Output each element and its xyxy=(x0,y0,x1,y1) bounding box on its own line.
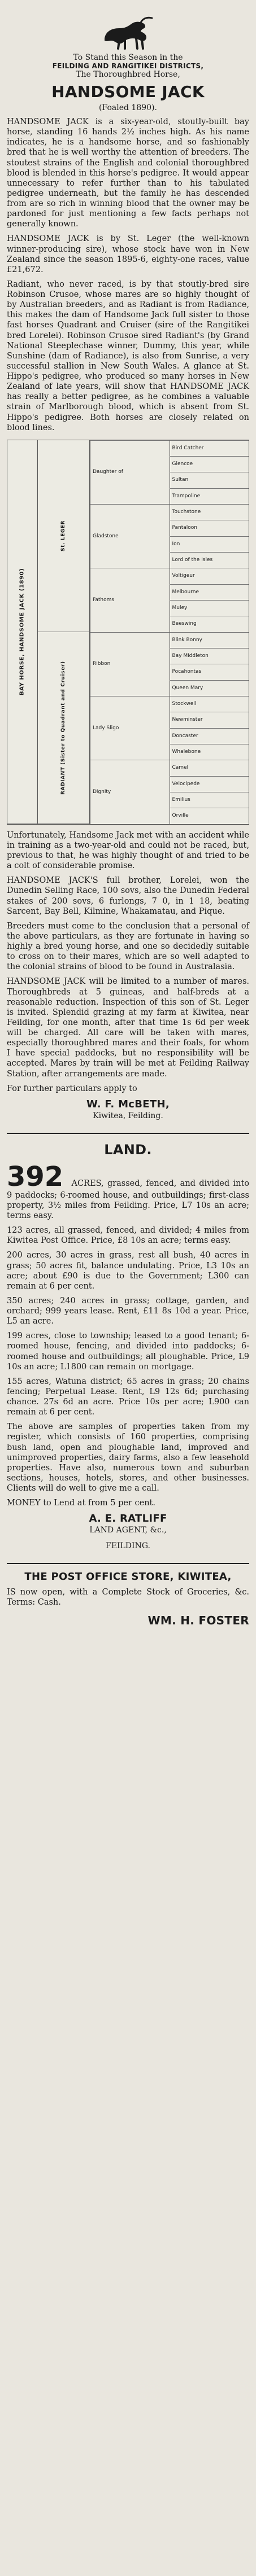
stallion-after-4: HANDSOME JACK will be limited to a number of mares. Thoroughbreds at 5 guineas, and half-breds at a reasonable reduction. Inspection of this son of St. Leger is invited. Splendid grazing at my farm at Kiwitea, near Feilding, for one month, after that time 1s 6d per week will be charged. All care will be taken with mares, especially thoroughbred mares and their foals, for whom I have special paddocks, but no responsibility will be accepted. Mares by train will be met at Feilding Railway Station, after arrangements are made. xyxy=(7,977,249,1079)
pedigree-col3-4: Ribbon xyxy=(90,632,170,696)
pedigree-col4-11: Muley xyxy=(170,600,249,616)
stallion-after-1: Unfortunately, Handsome Jack met with an accident while in training as a two-year-old and could not be raced, but, previous to that, he was highly thought of and tried to be a colt of considerable promise. xyxy=(7,830,249,871)
pedigree-col4-24: Orville xyxy=(170,808,249,823)
stallion-intro-2: FEILDING AND RANGITIKEI DISTRICTS, xyxy=(52,62,204,70)
stallion-intro-3: The Thoroughbred Horse, xyxy=(76,70,180,79)
pedigree-col4-9: Voltigeur xyxy=(170,568,249,584)
pedigree-col4-20: Whalebone xyxy=(170,744,249,760)
pedigree-col4-6: Pantaloon xyxy=(170,520,249,536)
land-advertisement xyxy=(7,1142,249,1551)
pedigree-col4-13: Blink Bonny xyxy=(170,632,249,648)
pedigree-col4-5: Touchstone xyxy=(170,504,249,520)
store-body: IS now open, with a Complete Stock of Groceries, &c. Terms: Cash. xyxy=(7,1588,249,1607)
pedigree-col4-17: Stockwell xyxy=(170,696,249,712)
stallion-after-5: For further particulars apply to xyxy=(7,1084,137,1093)
stallion-signature-place: Kiwitea, Feilding. xyxy=(93,1111,163,1120)
pedigree-col3-3: Fathoms xyxy=(90,568,170,632)
stallion-after-3: Breeders must come to the conclusion that a personal of the above particulars, as they are fortunate in having so highly a bred young horse, and one so decidedly suitable to cross on to their mares, which are so well adapted to the colonial strains of blood to be found in Australasia. xyxy=(7,921,249,972)
pedigree-col4-23: Emilius xyxy=(170,792,249,808)
pedigree-col4-1: Bird Catcher xyxy=(170,440,249,456)
stallion-advertisement xyxy=(7,11,249,1120)
pedigree-col3-6: Dignity xyxy=(90,760,170,823)
land-money-line: MONEY to Lend at from 5 per cent. xyxy=(7,1499,155,1508)
land-signature: A. E. RATLIFF xyxy=(89,1513,167,1525)
pedigree-col4-16: Queen Mary xyxy=(170,680,249,696)
pedigree-col4-8: Lord of the Isles xyxy=(170,552,249,568)
land-big-number: 392 xyxy=(7,1160,64,1193)
land-paragraph-3: 200 acres, 30 acres in grass, rest all bush, 40 acres in grass; 50 acres fit, balance undulating. Price, L3 10s an acre; about £90 is due to the Government; L300 can remain at 6 per cent. xyxy=(7,1251,249,1291)
pedigree-col4-19: Doncaster xyxy=(170,728,249,744)
pedigree-col4-7: Ion xyxy=(170,536,249,552)
pedigree-mid-label-2: RADIANT (Sister to Quadrant and Cruiser) xyxy=(38,632,90,824)
pedigree-col4-14: Bay Middleton xyxy=(170,648,249,664)
land-paragraph-1 xyxy=(7,1160,249,1221)
store-owner: WM. H. FOSTER xyxy=(147,1613,249,1627)
stallion-paragraph-2: HANDSOME JACK is by St. Leger (the well-known winner-producing sire), whose stock have won in New Zealand since the season 1895-6, eighty-one races, value £21,672. xyxy=(7,234,249,274)
stallion-paragraph-1: HANDSOME JACK is a six-year-old, stoutly-built bay horse, standing 16 hands 2½ inches high. As his name indicates, he is a handsome horse, and so fashionably bred that he is well worthy the attention of breeders. The stoutest strains of the English and colonial thoroughbred blood is blended in this horse's pedigree. It would appear unnecessary to refer further than to his tabulated pedigree underneath, but the family he has descended from are so rich in winning blood that the owner may be pardoned for just mentioning a few facts perhaps not generally known. xyxy=(7,117,249,229)
pedigree-grid xyxy=(7,440,249,824)
pedigree-col3-5: Lady Sligo xyxy=(90,696,170,760)
pedigree-col4-22: Velocipede xyxy=(170,776,249,792)
land-paragraph-4: 350 acres; 240 acres in grass; cottage, garden, and orchard; 999 years lease. Rent, £11 8s 10d a year. Price, L5 an acre. xyxy=(7,1296,249,1326)
pedigree-mid-label-1: St. LEGER xyxy=(38,440,90,632)
pedigree-left-label: BAY HORSE, HANDSOME JACK (1890) xyxy=(7,440,38,824)
pedigree-col3-2: Gladstone xyxy=(90,504,170,568)
pedigree-col4-2: Glencoe xyxy=(170,456,249,472)
store-advertisement xyxy=(7,1563,249,1627)
land-signature-place: FEILDING. xyxy=(106,1541,150,1551)
pedigree-col4-15: Pocahontas xyxy=(170,664,249,680)
pedigree-col4-12: Beeswing xyxy=(170,616,249,632)
pedigree-col3-1: Daughter of xyxy=(90,440,170,504)
land-paragraph-6: 155 acres, Watuna district; 65 acres in grass; 20 chains fencing; Perpetual Lease. Rent, L9 12s 6d; purchasing chance. 27s 6d an acre. Price 10s per acre; L900 can remain at 6 per cent. xyxy=(7,1377,249,1417)
pedigree-table xyxy=(7,440,249,825)
stallion-title: HANDSOME JACK xyxy=(51,82,205,101)
stallion-after-2: HANDSOME JACK'S full brother, Lorelei, won the Dunedin Selling Race, 100 sovs, also the Dunedin Federal stakes of 200 sovs, 6 furlongs, 7 0, in 1 18, beating Sarcent, Bay Bell, Kilmine, Whakamatau, and Pique. xyxy=(7,876,249,916)
pedigree-col4-21: Camel xyxy=(170,760,249,776)
stallion-intro-1: To Stand this Season in the xyxy=(73,53,183,62)
stallion-signature: W. F. McBETH, xyxy=(86,1098,170,1110)
stallion-foaled: (Foaled 1890). xyxy=(99,103,157,112)
pedigree-col4-10: Melbourne xyxy=(170,584,249,600)
pedigree-col4-18: Newminster xyxy=(170,712,249,728)
land-signature-role: LAND AGENT, &c., xyxy=(89,1526,167,1535)
store-title: THE POST OFFICE STORE, KIWITEA, xyxy=(24,1571,232,1583)
section-divider xyxy=(7,1133,249,1134)
land-paragraph-1-text: ACRES, grassed, fenced, and divided into 9 paddocks; 6-roomed house, and outbuildings; first-class property, 3½ miles from Feilding. Price, L7 10s an acre; terms easy. xyxy=(7,1179,249,1220)
land-paragraph-5: 199 acres, close to township; leased to a good tenant; 6-roomed house, fencing, and divided into paddocks; 6-roomed house and outbuildings; all ploughable. Price, L9 10s an acre; L1800 can remain on mortgage. xyxy=(7,1331,249,1372)
land-paragraph-7: The above are samples of properties taken from my register, which consists of 160 properties, comprising bush land, open and ploughable land, improved and unimproved properties, dairy farms, also a few leasehold properties. Have also, numerous town and suburban sections, houses, hotels, stores, and other businesses. Clients will do well to give me a call. xyxy=(7,1422,249,1493)
pedigree-col4-3: Sultan xyxy=(170,472,249,488)
land-paragraph-2: 123 acres, all grassed, fenced, and divided; 4 miles from Kiwitea Post Office. Price, £8 10s an acre; terms easy. xyxy=(7,1226,249,1246)
horse-illustration-icon xyxy=(94,11,162,51)
pedigree-col4-4: Trampoline xyxy=(170,488,249,504)
stallion-paragraph-3: Radiant, who never raced, is by that stoutly-bred sire Robinson Crusoe, whose mares are so highly thought of by Australian breeders, and as Radiant is from Radiance, this makes the dam of Handsome Jack full sister to those fast horses Quadrant and Cruiser (sire of the Rangitikei bred Lorelei). Robinson Crusoe sired Radiant's (by Grand National Steeplechase winner, Dummy, this year, while Sunshine (dam of Radiance), is also from Sunrise, a very successful stallion in New South Wales. A glance at St. Hippo's pedigree, who produced so many horses in New Zealand of late years, will show that HANDSOME JACK has really a better pedigree, as he combines a valuable strain of Marlborough blood, which is absent from St. Hippo's pedigree. Both horses are closely related on blood lines. xyxy=(7,279,249,432)
land-title: LAND. xyxy=(104,1141,152,1158)
